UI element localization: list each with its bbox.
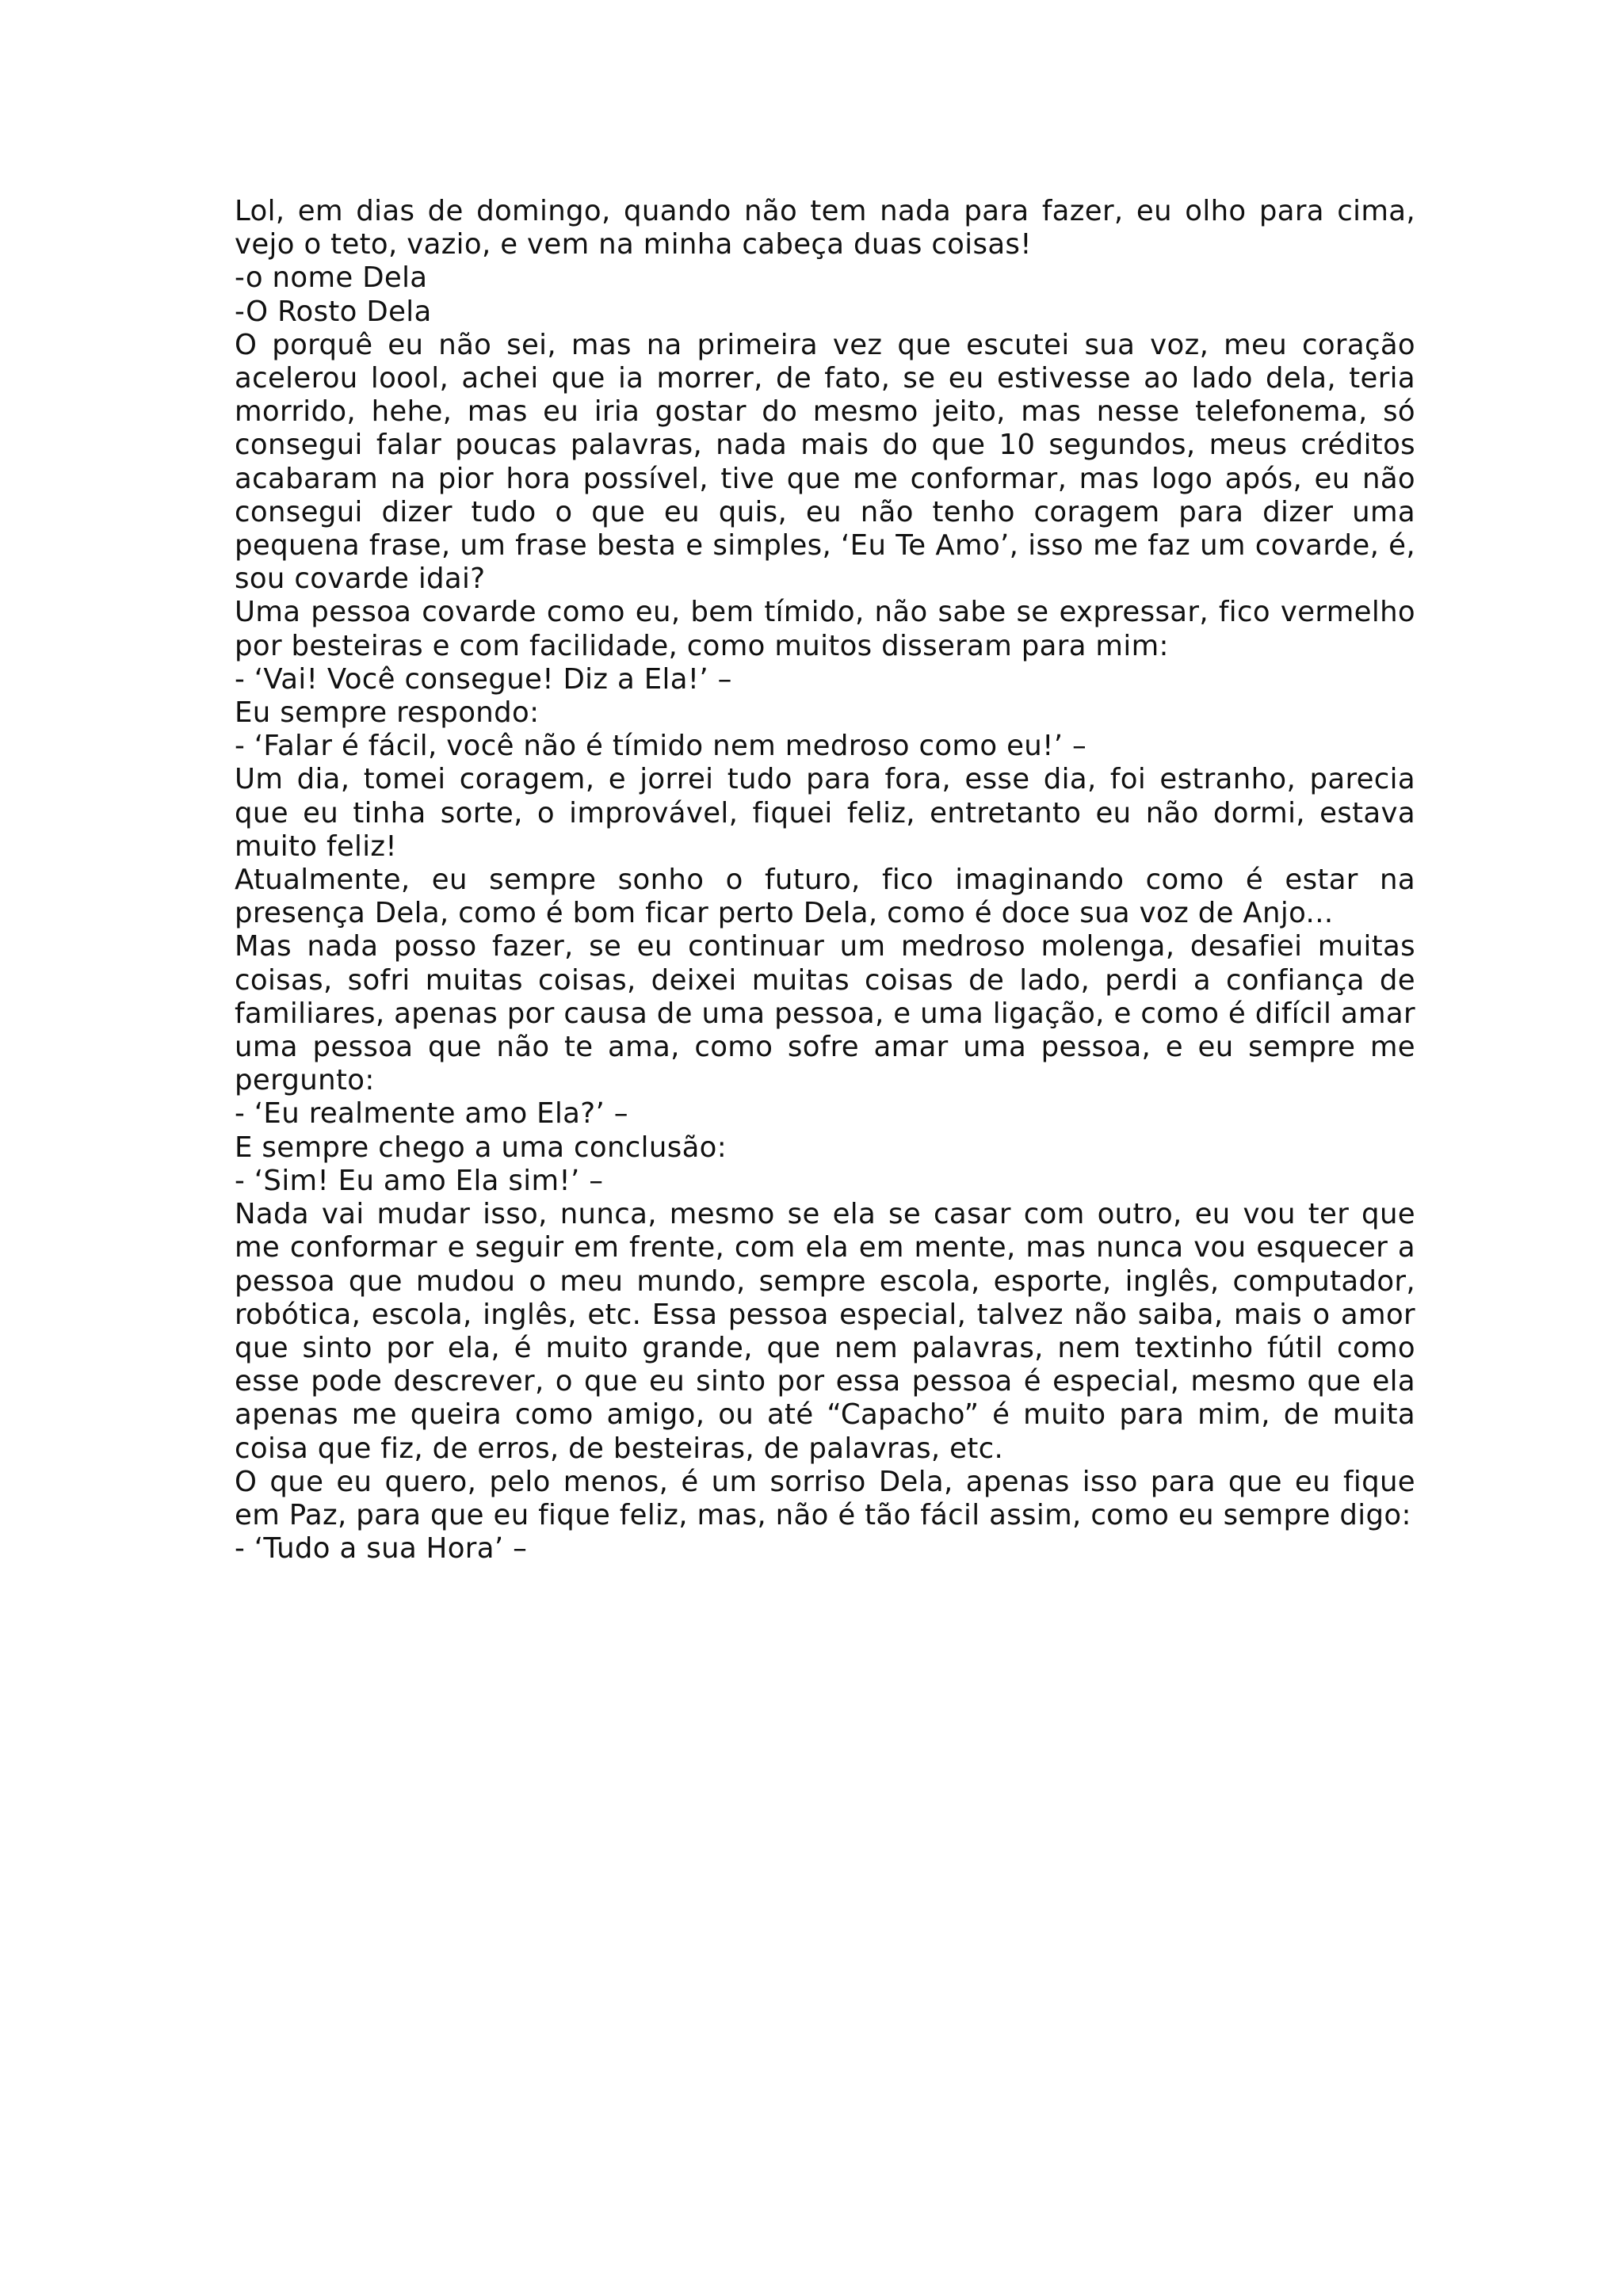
paragraph: - ‘Tudo a sua Hora’ – bbox=[235, 1532, 528, 1566]
paragraph: Eu sempre respondo: bbox=[235, 696, 540, 730]
document-body bbox=[235, 195, 1415, 1566]
paragraph: Atualmente, eu sempre sonho o futuro, fico imaginando como é estar na presença Dela, como é bom ficar perto Dela, como é doce sua voz de Anjo... bbox=[235, 864, 1415, 930]
paragraph: Nada vai mudar isso, nunca, mesmo se ela se casar com outro, eu vou ter que me conformar e seguir em frente, com ela em mente, mas nunca vou esquecer a pessoa que mudou o meu mundo, sempre escola, esporte, inglês, computador, robótica, escola, inglês, etc. Essa pessoa especial, talvez não saiba, mais o amor que sinto por ela, é muito grande, que nem palavras, nem textinho fútil como esse pode descrever, o que eu sinto por essa pessoa é especial, mesmo que ela apenas me queira como amigo, ou até “Capacho” é muito para mim, de muita coisa que fiz, de erros, de besteiras, de palavras, etc. bbox=[235, 1198, 1415, 1465]
paragraph: E sempre chego a uma conclusão: bbox=[235, 1131, 727, 1164]
paragraph: - ‘Sim! Eu amo Ela sim!’ – bbox=[235, 1164, 604, 1197]
paragraph: Uma pessoa covarde como eu, bem tímido, não sabe se expressar, fico vermelho por besteiras e com facilidade, como muitos disseram para mim: bbox=[235, 596, 1415, 662]
paragraph: - ‘Eu realmente amo Ela?’ – bbox=[235, 1097, 628, 1131]
paragraph: - ‘Falar é fácil, você não é tímido nem medroso como eu!’ – bbox=[235, 730, 1087, 763]
paragraph: Lol, em dias de domingo, quando não tem nada para fazer, eu olho para cima, vejo o teto, vazio, e vem na minha cabeça duas coisas! bbox=[235, 195, 1415, 261]
paragraph: Mas nada posso fazer, se eu continuar um medroso molenga, desafiei muitas coisas, sofri muitas coisas, deixei muitas coisas de lado, perdi a confiança de familiares, apenas por causa de uma pessoa, e uma ligação, e como é difícil amar uma pessoa que não te ama, como sofre amar uma pessoa, e eu sempre me pergunto: bbox=[235, 930, 1415, 1097]
paragraph: -O Rosto Dela bbox=[235, 295, 432, 328]
paragraph: -o nome Dela bbox=[235, 261, 428, 295]
paragraph: Um dia, tomei coragem, e jorrei tudo para fora, esse dia, foi estranho, parecia que eu tinha sorte, o improvável, fiquei feliz, entretanto eu não dormi, estava muito feliz! bbox=[235, 763, 1415, 863]
paragraph: O porquê eu não sei, mas na primeira vez que escutei sua voz, meu coração acelerou loool, achei que ia morrer, de fato, se eu estivesse ao lado dela, teria morrido, hehe, mas eu iria gostar do mesmo jeito, mas nesse telefonema, só consegui falar poucas palavras, nada mais do que 10 segundos, meus créditos acabaram na pior hora possível, tive que me conformar, mas logo após, eu não consegui dizer tudo o que eu quis, eu não tenho coragem para dizer uma pequena frase, um frase besta e simples, ‘Eu Te Amo’, isso me faz um covarde, é, sou covarde idai? bbox=[235, 328, 1415, 596]
paragraph: O que eu quero, pelo menos, é um sorriso Dela, apenas isso para que eu fique em Paz, para que eu fique feliz, mas, não é tão fácil assim, como eu sempre digo: bbox=[235, 1465, 1415, 1531]
paragraph: - ‘Vai! Você consegue! Diz a Ela!’ – bbox=[235, 662, 732, 696]
